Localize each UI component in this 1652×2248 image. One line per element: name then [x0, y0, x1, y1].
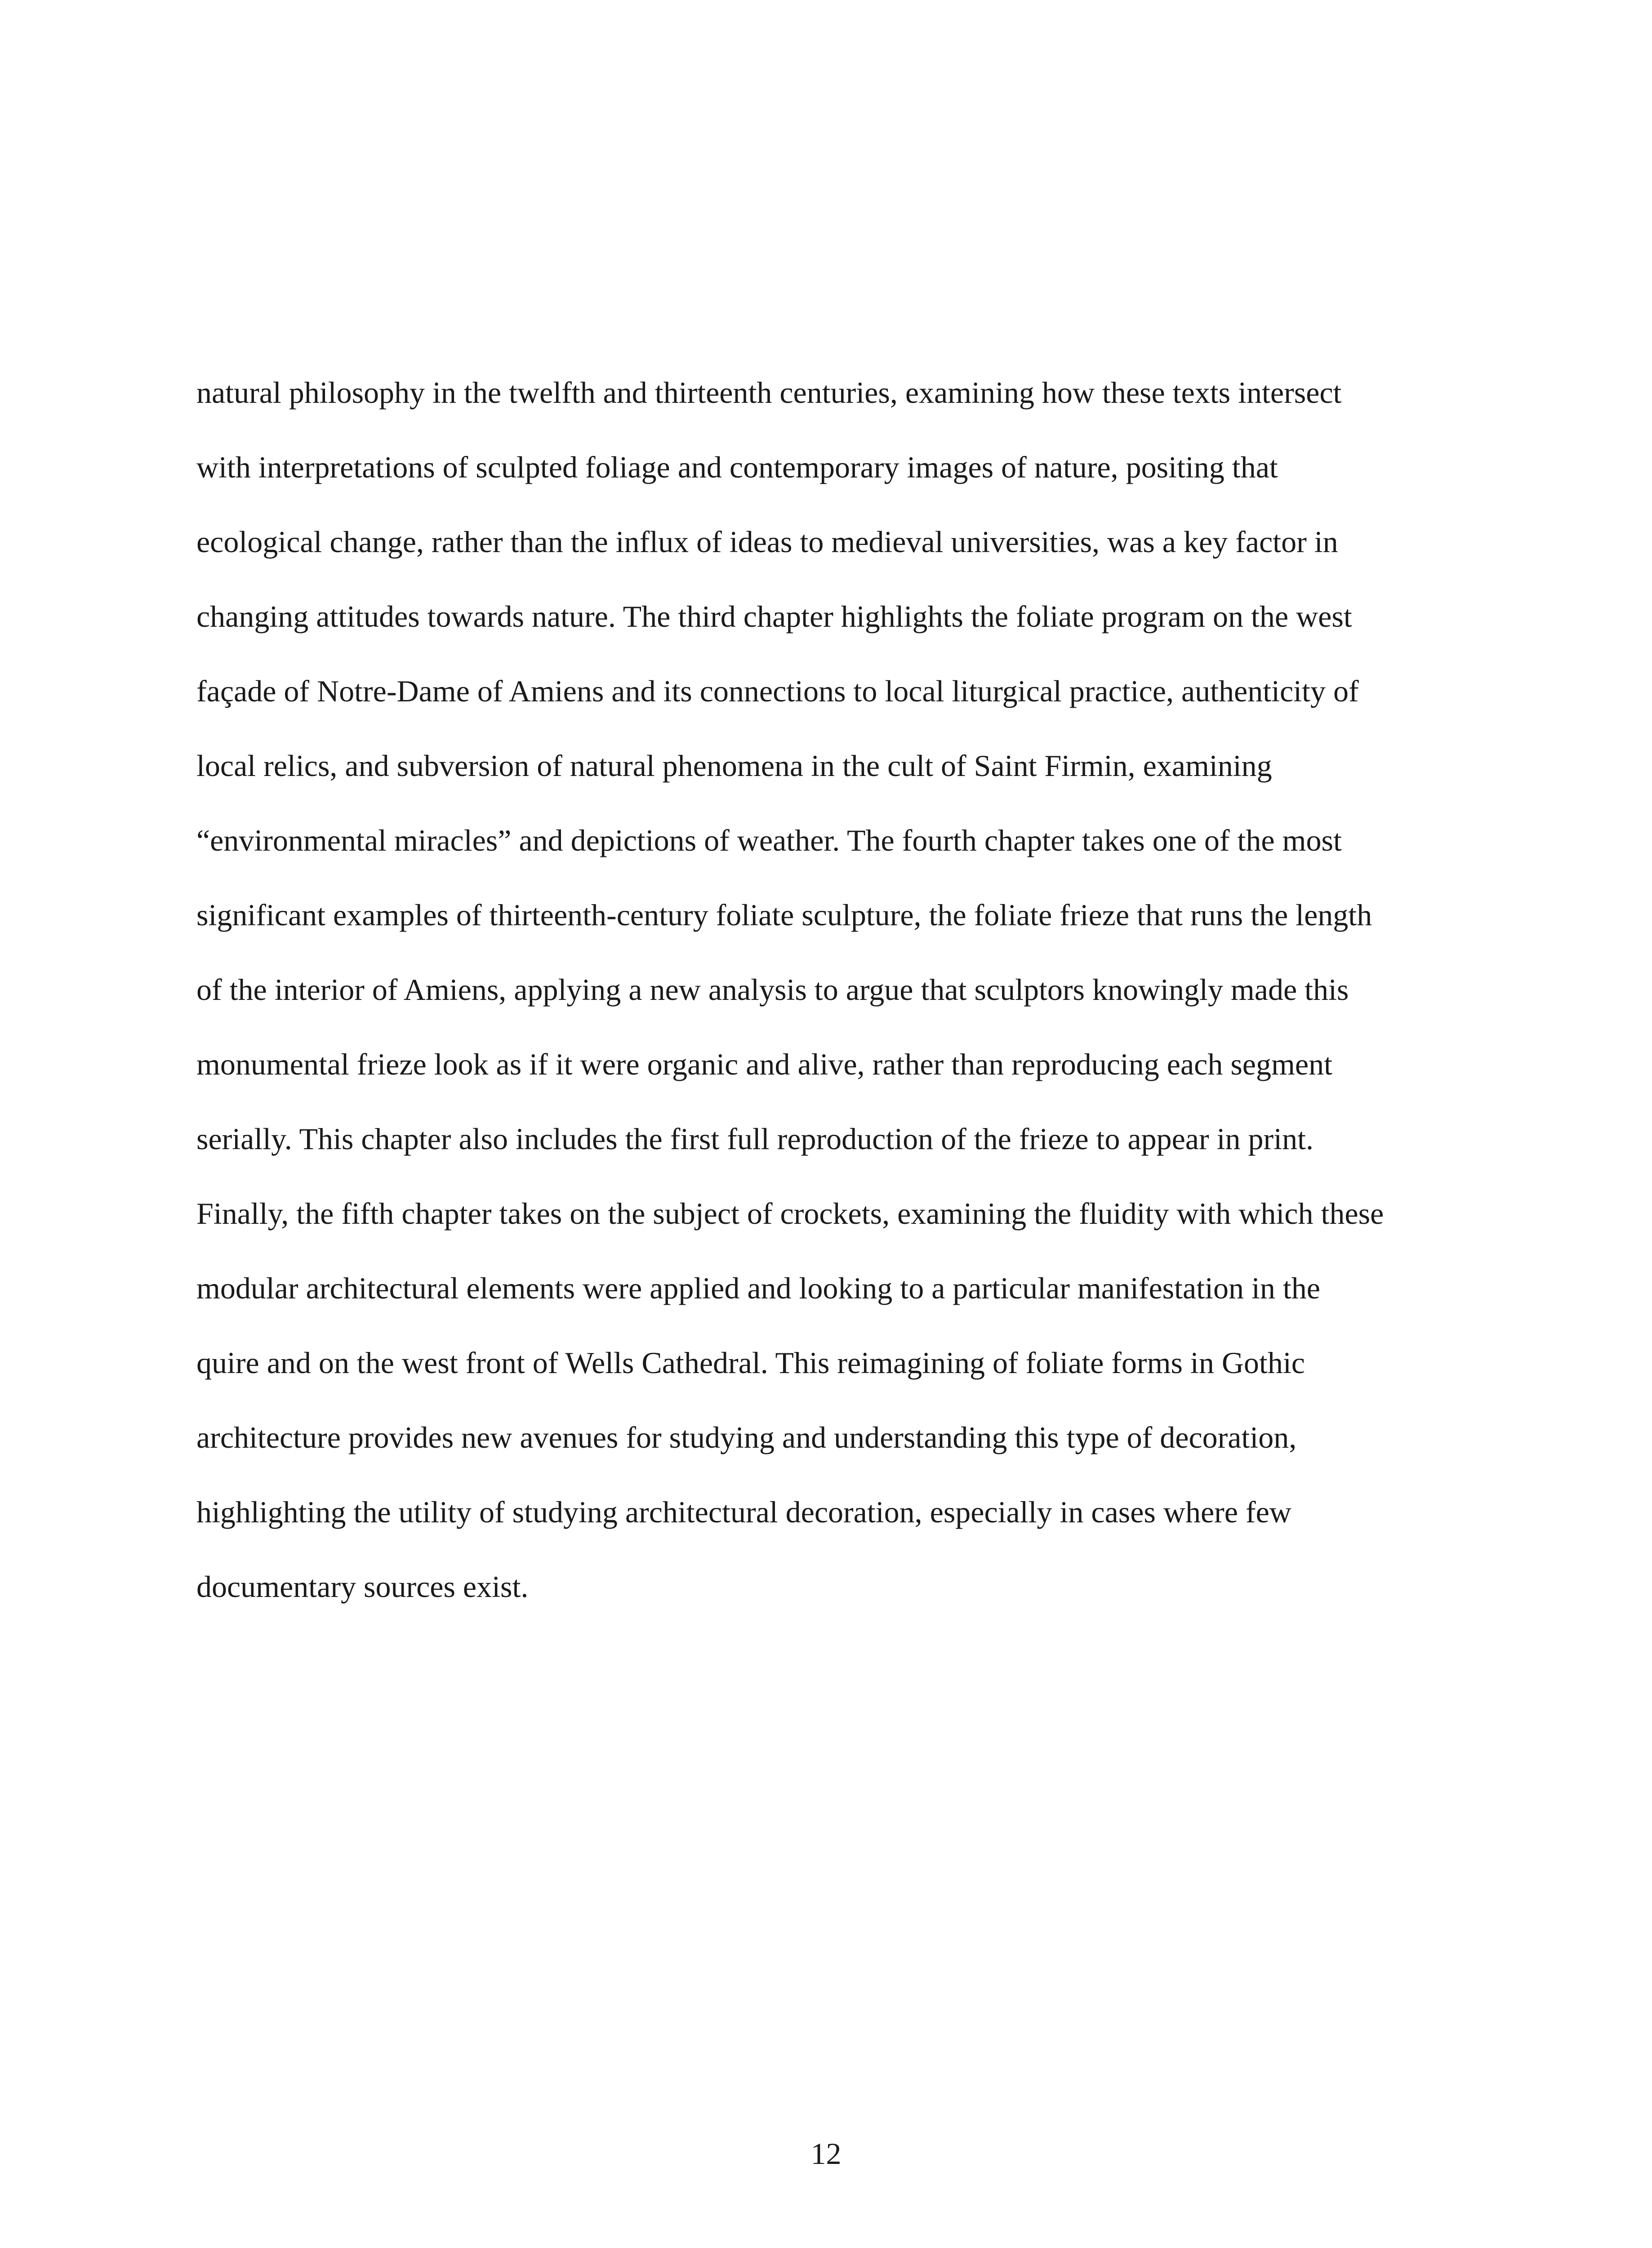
text-line: ecological change, rather than the influx of ideas to medieval universities, was a key factor in	[196, 525, 1338, 559]
text-line: of the interior of Amiens, applying a new analysis to argue that sculptors knowingly made this	[196, 972, 1349, 1007]
text-line: monumental frieze look as if it were organic and alive, rather than reproducing each segment	[196, 1047, 1332, 1081]
text-line: local relics, and subversion of natural phenomena in the cult of Saint Firmin, examining	[196, 749, 1272, 783]
page-number: 12	[810, 2136, 842, 2171]
text-line: with interpretations of sculpted foliage and contemporary images of nature, positing that	[196, 450, 1278, 484]
text-line: modular architectural elements were applied and looking to a particular manifestation in the	[196, 1271, 1320, 1305]
text-line: architecture provides new avenues for studying and understanding this type of decoration,	[196, 1420, 1297, 1454]
text-line: serially. This chapter also includes the first full reproduction of the frieze to appear in print.	[196, 1122, 1314, 1156]
text-line: significant examples of thirteenth-century foliate sculpture, the foliate frieze that runs the length	[196, 898, 1372, 932]
text-line: quire and on the west front of Wells Cathedral. This reimagining of foliate forms in Gothic	[196, 1346, 1305, 1380]
body-paragraph	[196, 355, 1500, 1624]
text-line: highlighting the utility of studying architectural decoration, especially in cases where few	[196, 1495, 1291, 1529]
text-line: natural philosophy in the twelfth and thirteenth centuries, examining how these texts intersect	[196, 375, 1342, 410]
text-line: Finally, the fifth chapter takes on the subject of crockets, examining the fluidity with which these	[196, 1196, 1384, 1231]
text-line: documentary sources exist.	[196, 1570, 529, 1604]
text-line: “environmental miracles” and depictions of weather. The fourth chapter takes one of the most	[196, 823, 1342, 857]
text-line: façade of Notre-Dame of Amiens and its connections to local liturgical practice, authenticity of	[196, 674, 1359, 708]
text-line: changing attitudes towards nature. The third chapter highlights the foliate program on the west	[196, 599, 1352, 633]
